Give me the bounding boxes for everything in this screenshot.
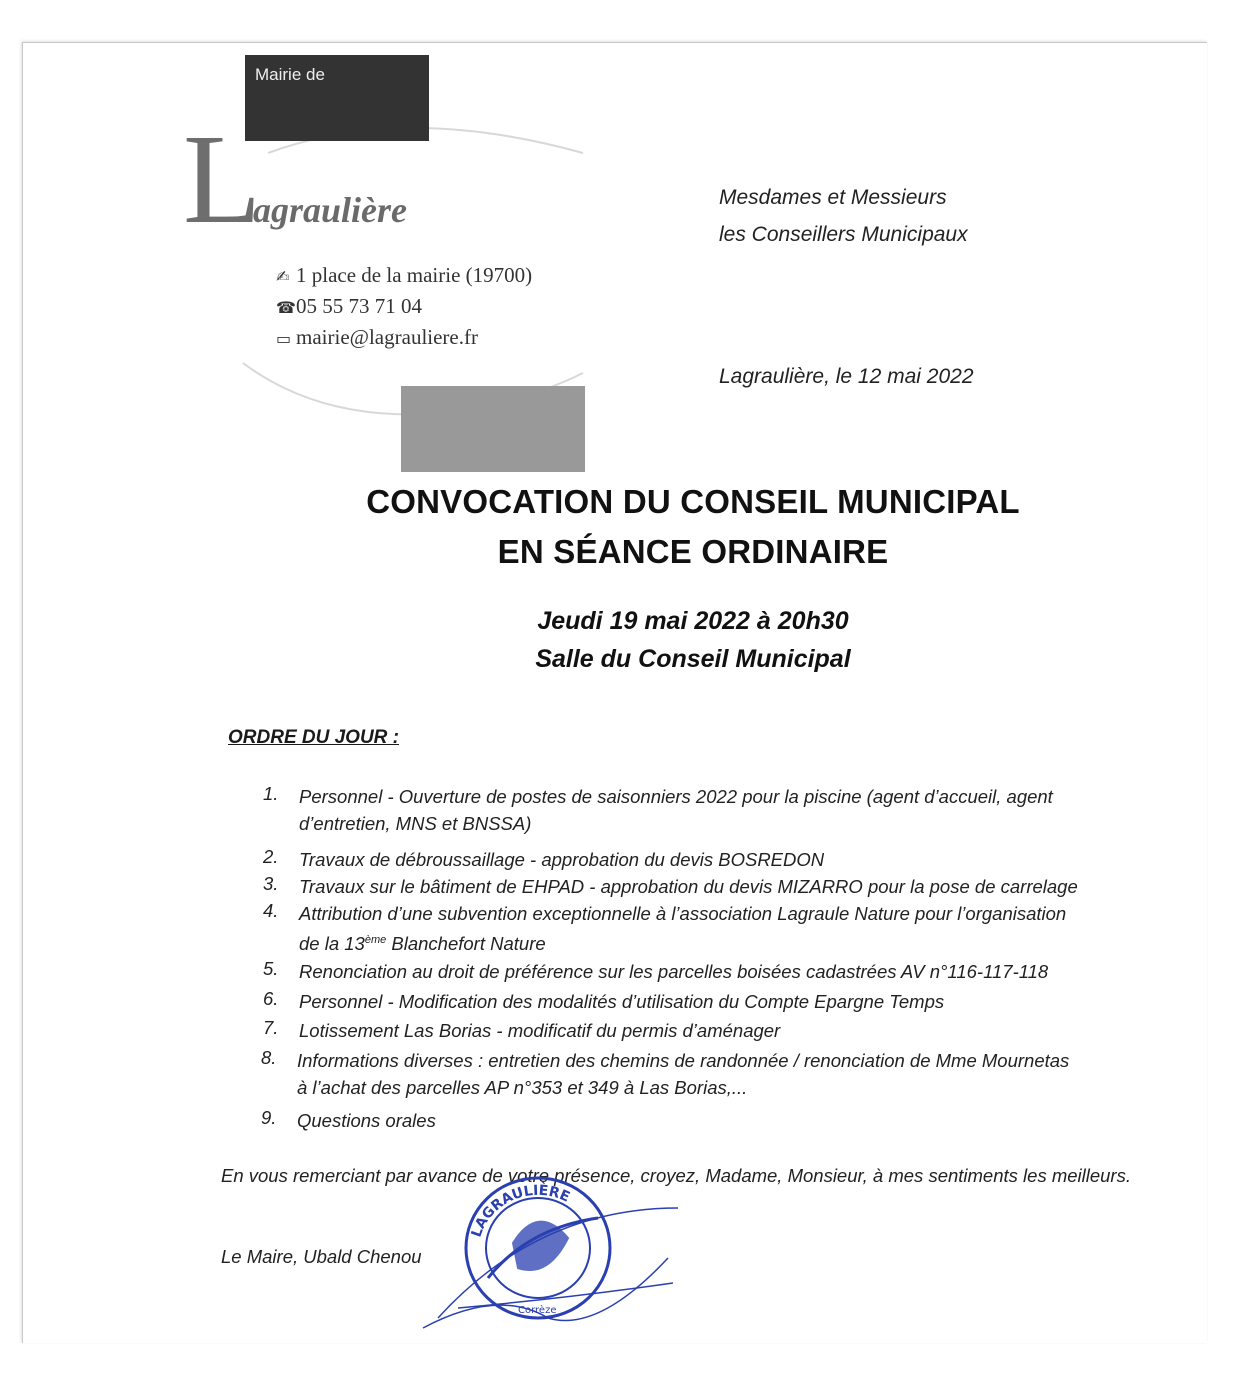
phone-text: 05 55 73 71 04 [296,294,422,318]
item-text-cont: à l’achat des parcelles AP n°353 et 349 à Las Borias,... [297,1077,748,1098]
date-place: Lagraulière, le 12 mai 2022 [719,365,974,388]
item-number: 3. [263,873,279,894]
logo-big-letter: L [183,108,262,250]
phone-icon: ☎ [276,298,296,317]
item-number: 1. [263,783,279,804]
item-text: Travaux sur le bâtiment de EHPAD - approbation du devis MIZARRO pour la pose de carrelage [299,876,1078,897]
item-number: 7. [263,1017,279,1038]
item-number: 4. [263,900,279,921]
town-name: agraulière [253,190,408,230]
item-number: 9. [261,1107,277,1128]
gray-box [401,386,585,472]
superscript: ème [364,934,387,946]
address-text: 1 place de la mairie (19700) [296,263,533,287]
meeting-when: Jeudi 19 mai 2022 à 20h30 [537,607,849,635]
stamp-ring-text: LAGRAULIÈRE [468,1182,573,1240]
item-text: Renonciation au droit de préférence sur les parcelles boisées cadastrées AV n°116-117-118 [299,961,1049,982]
recipient-line2: les Conseillers Municipaux [719,223,968,246]
item-number: 2. [263,846,279,867]
meeting-where: Salle du Conseil Municipal [535,645,851,673]
item-text: Personnel - Ouverture de postes de saisonniers 2022 pour la piscine (agent d’accueil, agent [299,786,1053,807]
title-line1: CONVOCATION DU CONSEIL MUNICIPAL [366,483,1020,520]
letter-page [22,42,1207,1343]
contact-email [276,325,478,350]
item-text: Lotissement Las Borias - modificatif du permis d’aménager [299,1020,781,1041]
item-text: Travaux de débroussaillage - approbation du devis BOSREDON [299,849,825,870]
mairie-label: Mairie de [255,65,325,84]
item-number: 8. [261,1047,277,1068]
pen-icon: ✍ [276,267,290,286]
item-text-cont: de la 13 [299,933,365,955]
closing-text: En vous remerciant par avance de votre présence, croyez, Madame, Monsieur, à mes sentiments les meilleurs. [221,1165,1131,1186]
recipient-line1: Mesdames et Messieurs [719,186,947,209]
official-stamp-icon [418,1168,708,1338]
agenda-heading: ORDRE DU JOUR : [228,727,400,748]
title-line2: EN SÉANCE ORDINAIRE [497,533,889,570]
signature: Le Maire, Ubald Chenou [221,1246,422,1267]
item-number: 5. [263,958,279,979]
item-text: Personnel - Modification des modalités d’utilisation du Compte Epargne Temps [299,991,945,1012]
mairie-box [245,55,429,141]
contact-phone [276,294,422,319]
email-text: mairie@lagrauliere.fr [296,325,478,349]
item-text-cont-end: Blanchefort Nature [386,933,546,955]
item-text: Questions orales [297,1110,436,1131]
stamp-bottom-text: Corrèze [518,1305,557,1316]
computer-icon: ▭ [276,329,292,348]
item-text: Informations diverses : entretien des chemins de randonnée / renonciation de Mme Mournetas [297,1050,1070,1071]
item-text: Attribution d’une subvention exceptionnelle à l’association Lagraule Nature pour l’organisation [299,903,1067,924]
contact-address [276,263,532,288]
item-text-cont: d’entretien, MNS et BNSSA) [299,813,532,834]
item-number: 6. [263,988,279,1009]
